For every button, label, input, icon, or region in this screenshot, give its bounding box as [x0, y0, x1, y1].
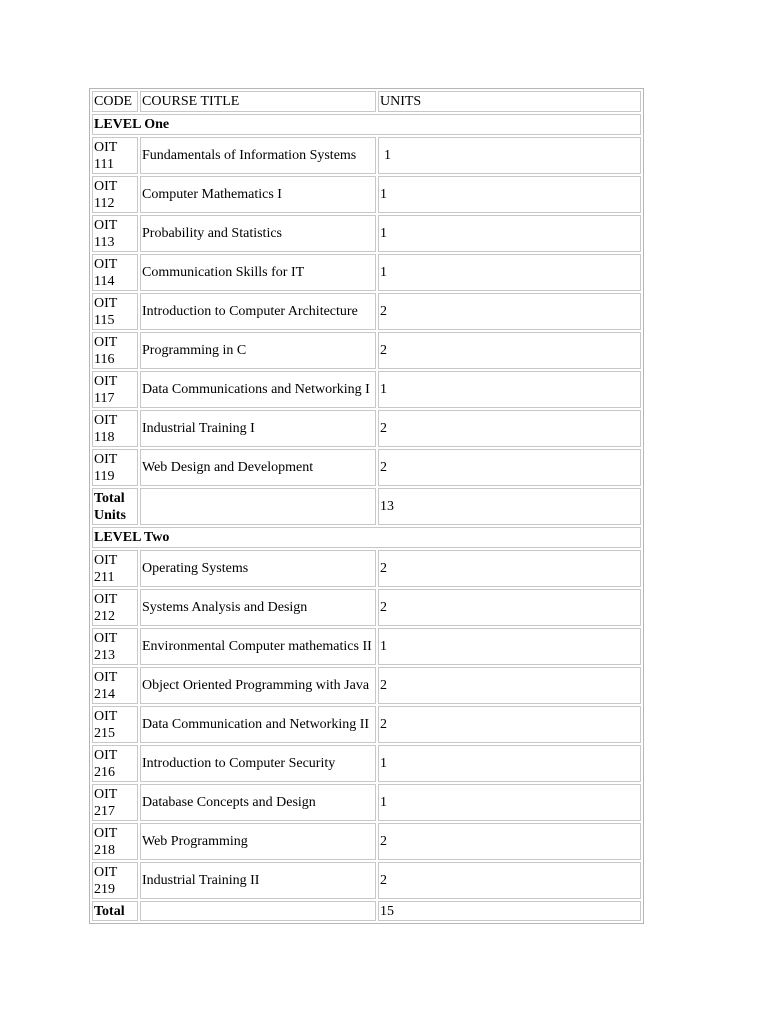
level-one-row [92, 114, 641, 135]
table-header-row [92, 91, 641, 112]
course-units: 1 [378, 215, 641, 252]
table-row [92, 371, 641, 408]
course-code: OIT 214 [92, 667, 138, 704]
course-code: OIT 219 [92, 862, 138, 899]
table-row [92, 215, 641, 252]
course-code: OIT 118 [92, 410, 138, 447]
course-units: 1 [378, 137, 641, 174]
course-units: 2 [378, 706, 641, 743]
course-units: 2 [378, 667, 641, 704]
level-two-total-units: 15 [378, 901, 641, 921]
level-two-label: LEVEL Two [92, 527, 641, 548]
course-code: OIT 112 [92, 176, 138, 213]
table-row [92, 628, 641, 665]
course-title: Web Design and Development [140, 449, 376, 486]
course-code: OIT 111 [92, 137, 138, 174]
table-row [92, 254, 641, 291]
course-units: 1 [378, 176, 641, 213]
table-row [92, 589, 641, 626]
table-row [92, 862, 641, 899]
course-title: Industrial Training I [140, 410, 376, 447]
course-title: Programming in C [140, 332, 376, 369]
course-units: 1 [378, 784, 641, 821]
header-units: UNITS [378, 91, 641, 112]
table-row [92, 137, 641, 174]
header-course-title: COURSE TITLE [140, 91, 376, 112]
course-title: Introduction to Computer Security [140, 745, 376, 782]
course-title: Computer Mathematics I [140, 176, 376, 213]
course-table [89, 88, 644, 924]
course-table-body [92, 91, 641, 921]
course-units: 1 [378, 745, 641, 782]
course-code: OIT 212 [92, 589, 138, 626]
table-row [92, 706, 641, 743]
table-row [92, 293, 641, 330]
course-code: OIT 119 [92, 449, 138, 486]
table-row [92, 410, 641, 447]
course-code: OIT 217 [92, 784, 138, 821]
header-code: CODE [92, 91, 138, 112]
course-code: OIT 117 [92, 371, 138, 408]
course-title: Database Concepts and Design [140, 784, 376, 821]
course-title: Data Communications and Networking I [140, 371, 376, 408]
level-two-total-label: Total [92, 901, 138, 921]
table-row [92, 745, 641, 782]
course-code: OIT 115 [92, 293, 138, 330]
table-row [92, 176, 641, 213]
course-units: 2 [378, 550, 641, 587]
course-title: Industrial Training II [140, 862, 376, 899]
course-units: 2 [378, 823, 641, 860]
course-code: OIT 215 [92, 706, 138, 743]
level-two-total-title [140, 901, 376, 921]
level-one-total-title [140, 488, 376, 525]
course-code: OIT 113 [92, 215, 138, 252]
course-units: 2 [378, 589, 641, 626]
level-two-row [92, 527, 641, 548]
course-code: OIT 216 [92, 745, 138, 782]
course-title: Web Programming [140, 823, 376, 860]
course-units: 2 [378, 449, 641, 486]
course-code: OIT 116 [92, 332, 138, 369]
level-one-label: LEVEL One [92, 114, 641, 135]
level-one-total-row [92, 488, 641, 525]
level-one-total-label: Total Units [92, 488, 138, 525]
course-code: OIT 114 [92, 254, 138, 291]
course-units: 2 [378, 293, 641, 330]
course-title: Data Communication and Networking II [140, 706, 376, 743]
course-title: Object Oriented Programming with Java [140, 667, 376, 704]
course-title: Introduction to Computer Architecture [140, 293, 376, 330]
level-one-total-units: 13 [378, 488, 641, 525]
table-row [92, 667, 641, 704]
course-title: Communication Skills for IT [140, 254, 376, 291]
table-row [92, 550, 641, 587]
course-title: Fundamentals of Information Systems [140, 137, 376, 174]
course-code: OIT 211 [92, 550, 138, 587]
course-title: Systems Analysis and Design [140, 589, 376, 626]
table-row [92, 823, 641, 860]
course-title: Probability and Statistics [140, 215, 376, 252]
course-units: 2 [378, 332, 641, 369]
course-units: 1 [378, 628, 641, 665]
course-title: Operating Systems [140, 550, 376, 587]
course-units: 2 [378, 410, 641, 447]
table-row [92, 449, 641, 486]
course-code: OIT 213 [92, 628, 138, 665]
course-units: 1 [378, 254, 641, 291]
level-two-total-row [92, 901, 641, 921]
course-code: OIT 218 [92, 823, 138, 860]
table-row [92, 784, 641, 821]
table-row [92, 332, 641, 369]
course-units: 2 [378, 862, 641, 899]
course-title: Environmental Computer mathematics II [140, 628, 376, 665]
course-units: 1 [378, 371, 641, 408]
